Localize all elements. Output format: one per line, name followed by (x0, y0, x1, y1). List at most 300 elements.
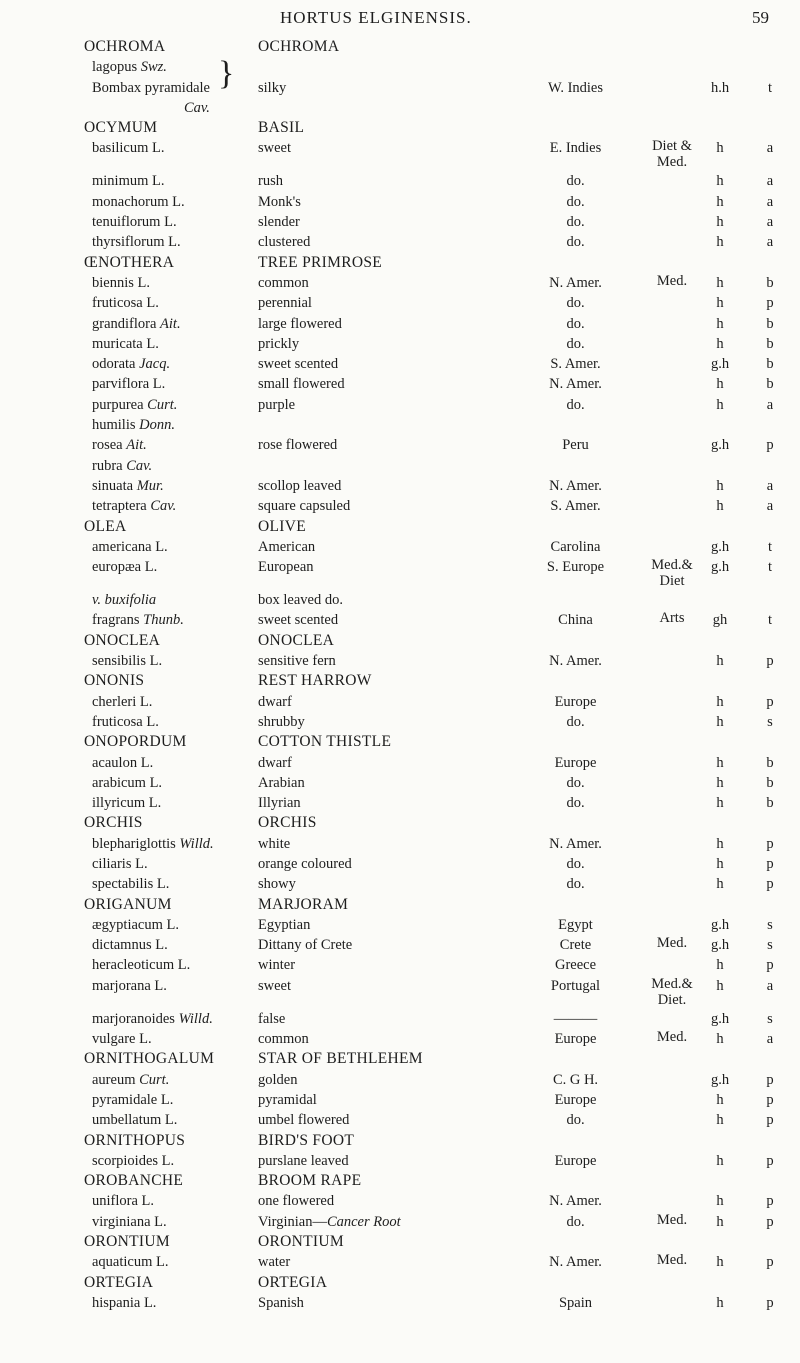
english-text: false (258, 1010, 286, 1027)
genus-english-name (258, 1131, 354, 1151)
species-latin-name (92, 98, 210, 118)
native-region: N. Amer. (549, 274, 602, 291)
habit-code: p (766, 957, 774, 974)
duration-code: h (716, 977, 724, 994)
duration-code: h (716, 795, 724, 812)
native-region: W. Indies (547, 79, 604, 96)
species-row (0, 98, 800, 118)
species-latin-name (92, 834, 214, 854)
latin-text: minimum L. (92, 173, 165, 190)
species-row (0, 935, 800, 955)
native-region: do. (566, 795, 585, 812)
author-abbrev: Curt. (147, 396, 178, 413)
species-latin-name (92, 476, 164, 496)
latin-text: v. buxifolia (92, 592, 157, 609)
habit-code: t (767, 538, 773, 555)
latin-text: odorata (92, 356, 136, 373)
genus-latin-name (84, 253, 174, 273)
genus-heading-row (0, 813, 800, 833)
native-region: Egypt (558, 916, 593, 933)
habit-code: b (766, 356, 774, 373)
species-row (0, 496, 800, 516)
species-row (0, 1090, 800, 1110)
english-text: Virginian— (258, 1213, 327, 1230)
species-row (0, 976, 800, 1009)
species-row (0, 212, 800, 232)
species-latin-name (92, 314, 181, 334)
english-name (258, 334, 299, 354)
english-name (258, 773, 305, 793)
author-abbrev: Cav. (184, 99, 210, 116)
genus-heading-row (0, 1232, 800, 1252)
genus-heading-row (0, 517, 800, 537)
species-row (0, 334, 800, 354)
habit-code: p (766, 653, 774, 670)
species-latin-name (92, 753, 153, 773)
species-row (0, 1293, 800, 1313)
english-text: one flowered (258, 1193, 335, 1210)
species-row (0, 692, 800, 712)
habit-code: a (766, 214, 774, 231)
species-latin-name (92, 1110, 177, 1130)
use-category: Med. (656, 272, 688, 289)
english-text: silky (258, 79, 287, 96)
native-region: S. Amer. (550, 498, 601, 515)
species-latin-name (92, 651, 162, 671)
habit-code: a (766, 173, 774, 190)
english-text: purple (258, 396, 296, 413)
duration-code: h (716, 193, 724, 210)
native-region: S. Amer. (550, 356, 601, 373)
genus-english-name (258, 37, 339, 57)
species-row (0, 374, 800, 394)
genus-latin-name (84, 631, 160, 651)
latin-text: rosea (92, 437, 123, 454)
latin-text: cherleri L. (92, 693, 153, 710)
duration-code: g.h (710, 356, 730, 373)
habit-code: p (766, 437, 774, 454)
genus-heading-row (0, 1273, 800, 1293)
genus-latin-name (84, 1131, 185, 1151)
english-text: common (258, 274, 309, 291)
latin-text: fragrans (92, 612, 140, 629)
native-region: do. (566, 214, 585, 231)
english-text: COTTON THISTLE (258, 733, 392, 751)
native-region: Carolina (550, 538, 601, 555)
latin-text: OCHROMA (84, 38, 166, 55)
latin-text: spectabilis L. (92, 876, 170, 893)
native-region: Europe (554, 693, 597, 710)
habit-code: p (766, 295, 774, 312)
species-latin-name (92, 955, 190, 975)
english-text: water (258, 1254, 291, 1271)
habit-code: t (767, 559, 773, 576)
duration-code: h (716, 1152, 724, 1169)
english-text: ORCHIS (258, 814, 317, 832)
species-latin-name (92, 496, 176, 516)
duration-code: h (716, 876, 724, 893)
duration-code: h (716, 295, 724, 312)
native-region: E. Indies (549, 140, 602, 157)
english-name (258, 232, 310, 252)
habit-code: p (766, 876, 774, 893)
duration-code: h (716, 693, 724, 710)
latin-text: thyrsiflorum L. (92, 234, 181, 251)
species-row (0, 192, 800, 212)
native-region: do. (566, 774, 585, 791)
native-region: do. (566, 295, 585, 312)
latin-text: americana L. (92, 538, 168, 555)
english-name (258, 955, 295, 975)
english-text: dwarf (258, 693, 292, 710)
latin-text: marjoranoides (92, 1010, 175, 1027)
english-name (258, 395, 295, 415)
latin-text: ORCHIS (84, 814, 143, 832)
running-title: HORTUS ELGINENSIS. (280, 8, 472, 27)
english-text: ORTEGIA (258, 1273, 328, 1291)
species-latin-name (92, 793, 161, 813)
species-row (0, 78, 800, 98)
english-text: Spanish (258, 1294, 304, 1311)
english-name (258, 354, 338, 374)
native-region: N. Amer. (549, 835, 602, 852)
latin-text: ONOCLEA (84, 631, 161, 649)
author-abbrev: Ait. (160, 315, 181, 332)
english-name (258, 212, 300, 232)
habit-code: a (766, 477, 774, 494)
latin-text: ægyptiacum L. (92, 916, 179, 933)
species-latin-name (92, 915, 179, 935)
genus-english-name (258, 1273, 327, 1293)
genus-heading-row (0, 671, 800, 691)
latin-text: rubra (92, 457, 123, 474)
author-abbrev: Thunb. (143, 612, 184, 629)
english-name (258, 1151, 349, 1171)
genus-latin-name (84, 1049, 214, 1069)
native-region: N. Amer. (549, 653, 602, 670)
english-text: common (258, 1031, 309, 1048)
page-number: 59 (752, 8, 769, 27)
genus-english-name (258, 732, 391, 752)
habit-code: p (766, 1152, 774, 1169)
genus-heading-row (0, 1049, 800, 1069)
genus-english-name (258, 253, 382, 273)
species-latin-name (92, 395, 177, 415)
english-name (258, 78, 286, 98)
genus-latin-name (84, 1171, 183, 1191)
english-text: shrubby (258, 713, 305, 730)
native-region: Europe (554, 1152, 597, 1169)
native-region: do. (566, 713, 585, 730)
latin-text: fruticosa L. (92, 295, 159, 312)
duration-code: h (716, 1193, 724, 1210)
english-text: sweet (258, 140, 292, 157)
species-row (0, 651, 800, 671)
genus-english-name (258, 895, 348, 915)
habit-code: a (766, 140, 774, 157)
genus-latin-name (84, 895, 172, 915)
genus-english-name (258, 1232, 344, 1252)
latin-text: muricata L. (92, 335, 159, 352)
native-region: do. (566, 1112, 585, 1129)
english-text: prickly (258, 335, 300, 352)
species-latin-name (92, 557, 157, 577)
species-latin-name (92, 293, 159, 313)
english-text: sweet scented (258, 356, 339, 373)
english-text: TREE PRIMROSE (258, 253, 383, 271)
english-name (258, 590, 343, 610)
species-row (0, 171, 800, 191)
species-row (0, 415, 800, 435)
english-text: OCHROMA (258, 38, 340, 55)
english-text: American (258, 538, 316, 555)
english-text: golden (258, 1071, 298, 1088)
native-region: Spain (558, 1294, 593, 1311)
species-latin-name (92, 78, 210, 98)
latin-text: uniflora L. (92, 1193, 155, 1210)
english-name (258, 1191, 334, 1211)
native-region: China (558, 612, 593, 629)
latin-text: umbellatum L. (92, 1112, 178, 1129)
use-category: Med.& Diet (651, 557, 693, 590)
habit-code: p (766, 1213, 774, 1230)
author-abbrev: Cav. (126, 457, 153, 474)
habit-code: p (766, 1254, 774, 1271)
english-name (258, 314, 342, 334)
latin-text: virginiana L. (92, 1213, 167, 1230)
duration-code: h (716, 498, 724, 515)
duration-code: h (716, 855, 724, 872)
latin-text: lagopus (92, 59, 138, 76)
english-text: ORONTIUM (258, 1233, 344, 1251)
english-text: umbel flowered (258, 1112, 350, 1129)
species-row (0, 1252, 800, 1272)
use-category: Med. (656, 1211, 688, 1228)
genus-english-name (258, 671, 372, 691)
habit-code: b (766, 335, 774, 352)
latin-text: tenuiflorum L. (92, 214, 177, 231)
english-text: showy (258, 876, 296, 893)
english-text: clustered (258, 234, 311, 251)
duration-code: h (716, 173, 724, 190)
duration-code: h (716, 1294, 724, 1311)
species-latin-name (92, 976, 167, 996)
english-text: sensitive fern (258, 653, 336, 670)
english-text: BASIL (258, 119, 305, 137)
english-name (258, 874, 296, 894)
latin-text: aquaticum L. (92, 1254, 169, 1271)
species-row (0, 1029, 800, 1049)
duration-code: h (716, 315, 724, 332)
habit-code: a (766, 193, 774, 210)
species-row (0, 232, 800, 252)
species-row (0, 1009, 800, 1029)
species-latin-name (92, 57, 167, 77)
latin-text: ORONTIUM (84, 1233, 170, 1251)
species-latin-name (92, 232, 181, 252)
latin-text: ORIGANUM (84, 895, 172, 913)
author-abbrev: Donn. (139, 417, 175, 434)
species-row (0, 834, 800, 854)
species-row (0, 293, 800, 313)
genus-heading-row (0, 732, 800, 752)
duration-code: h (716, 1091, 724, 1108)
species-latin-name (92, 1070, 169, 1090)
habit-code: p (766, 855, 774, 872)
duration-code: h.h (710, 79, 730, 96)
english-name (258, 1212, 401, 1232)
english-text: box leaved do. (258, 592, 343, 609)
species-latin-name (92, 1029, 152, 1049)
latin-text: tetraptera (92, 498, 147, 515)
english-name (258, 793, 301, 813)
duration-code: h (716, 274, 724, 291)
habit-code: t (767, 79, 773, 96)
english-name (258, 1090, 317, 1110)
native-region: Portugal (550, 977, 601, 994)
species-row (0, 314, 800, 334)
native-region: N. Amer. (549, 1193, 602, 1210)
latin-text: ciliaris L. (92, 855, 148, 872)
latin-text: ORNITHOGALUM (84, 1050, 215, 1068)
species-latin-name (92, 273, 150, 293)
species-row (0, 456, 800, 476)
species-row (0, 395, 800, 415)
species-latin-name (92, 212, 177, 232)
english-name (258, 1009, 285, 1029)
duration-code: h (716, 214, 724, 231)
synonym-brace: } (218, 55, 235, 93)
author-abbrev: Mur. (136, 477, 164, 494)
latin-text: marjorana L. (92, 977, 167, 994)
latin-text: monachorum L. (92, 193, 185, 210)
english-name (258, 537, 315, 557)
use-category: Diet & Med. (652, 138, 692, 171)
duration-code: h (716, 335, 724, 352)
latin-text: OCYMUM (84, 119, 158, 137)
habit-code: t (767, 612, 773, 629)
native-region: Europe (554, 1031, 597, 1048)
species-row (0, 955, 800, 975)
habit-code: a (766, 234, 774, 251)
use-category: Arts (659, 610, 685, 627)
species-row (0, 273, 800, 293)
latin-text: purpurea (92, 396, 144, 413)
latin-text: biennis L. (92, 274, 150, 291)
english-text: European (258, 559, 314, 576)
english-name (258, 1070, 297, 1090)
habit-code: p (766, 1091, 774, 1108)
english-text: STAR OF BETHLEHEM (258, 1050, 423, 1068)
duration-code: g.h (710, 538, 730, 555)
duration-code: h (716, 713, 724, 730)
species-row (0, 793, 800, 813)
habit-code: s (767, 1010, 773, 1027)
english-name (258, 854, 352, 874)
english-text: sweet (258, 977, 292, 994)
duration-code: h (716, 396, 724, 413)
english-text: purslane leaved (258, 1152, 349, 1169)
duration-code: gh (712, 612, 728, 629)
species-latin-name (92, 773, 162, 793)
genus-latin-name (84, 118, 157, 138)
duration-code: h (716, 376, 724, 393)
latin-text: vulgare L. (92, 1031, 152, 1048)
english-name (258, 496, 350, 516)
genus-english-name (258, 813, 317, 833)
native-region: Greece (554, 957, 597, 974)
species-latin-name (92, 171, 165, 191)
species-latin-name (92, 415, 175, 435)
species-latin-name (92, 138, 165, 158)
duration-code: h (716, 957, 724, 974)
latin-text: scorpioides L. (92, 1152, 175, 1169)
genus-latin-name (84, 671, 144, 691)
native-region: Crete (559, 937, 592, 954)
species-row (0, 354, 800, 374)
english-name (258, 293, 312, 313)
genus-latin-name (84, 732, 187, 752)
habit-code: a (766, 977, 774, 994)
latin-text: illyricum L. (92, 795, 162, 812)
genus-latin-name (84, 1232, 170, 1252)
species-row (0, 1151, 800, 1171)
native-region: do. (566, 855, 585, 872)
english-name (258, 692, 292, 712)
latin-text: hispania L. (92, 1294, 157, 1311)
english-text: pyramidal (258, 1091, 317, 1108)
author-abbrev: Ait. (126, 437, 147, 454)
latin-text: dictamnus L. (92, 937, 168, 954)
plant-catalogue-table (0, 37, 800, 1313)
habit-code: b (766, 315, 774, 332)
native-region: do. (566, 234, 585, 251)
english-name (258, 1029, 309, 1049)
habit-code: p (766, 835, 774, 852)
english-text: Egyptian (258, 916, 311, 933)
native-region: do. (566, 335, 585, 352)
species-row (0, 476, 800, 496)
english-name (258, 610, 338, 630)
species-latin-name (92, 1212, 167, 1232)
english-text: white (258, 835, 291, 852)
habit-code: p (766, 1193, 774, 1210)
species-row (0, 138, 800, 171)
english-text: rose flowered (258, 437, 338, 454)
duration-code: h (716, 774, 724, 791)
english-name (258, 753, 292, 773)
species-latin-name (92, 590, 156, 610)
species-latin-name (92, 1252, 169, 1272)
duration-code: h (716, 234, 724, 251)
duration-code: h (716, 835, 724, 852)
page-header (0, 6, 800, 34)
duration-code: g.h (710, 1010, 730, 1027)
native-region: N. Amer. (549, 376, 602, 393)
species-row (0, 557, 800, 590)
species-latin-name (92, 1151, 174, 1171)
species-row (0, 1070, 800, 1090)
habit-code: b (766, 774, 774, 791)
latin-text: ORTEGIA (84, 1273, 154, 1291)
species-row (0, 854, 800, 874)
genus-english-name (258, 631, 334, 651)
genus-heading-row (0, 1171, 800, 1191)
habit-code: p (766, 1071, 774, 1088)
species-latin-name (92, 610, 184, 630)
duration-code: h (716, 754, 724, 771)
english-text: Illyrian (258, 795, 301, 812)
